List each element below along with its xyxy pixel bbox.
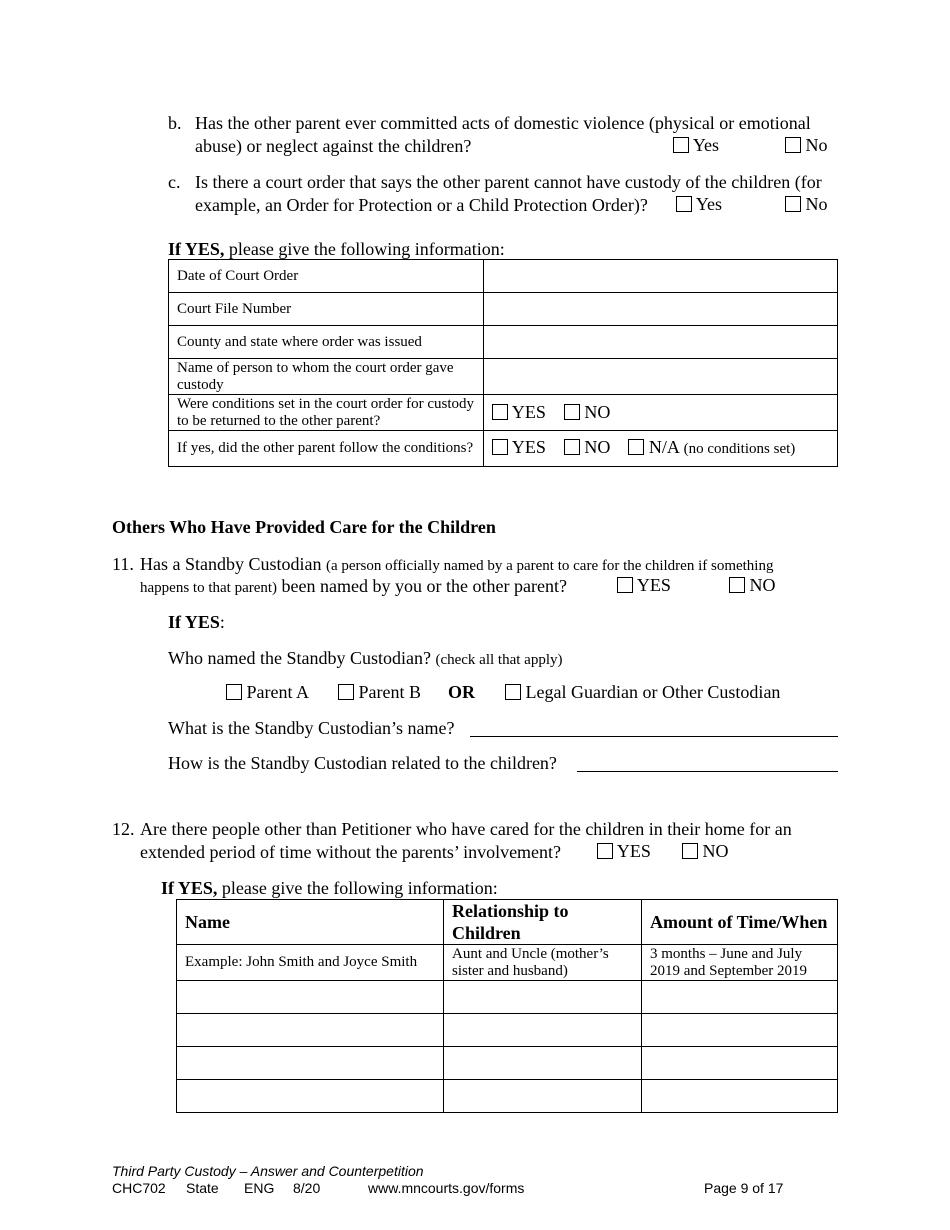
checkbox[interactable] bbox=[673, 137, 689, 153]
checkbox[interactable] bbox=[682, 843, 698, 859]
header-row bbox=[177, 900, 838, 945]
question-c-letter: c. bbox=[168, 172, 181, 192]
if-yes-colon: : bbox=[219, 612, 225, 632]
question-11-yes-option[interactable] bbox=[617, 575, 671, 596]
checkbox[interactable] bbox=[492, 404, 508, 420]
custody-person-field[interactable] bbox=[484, 359, 838, 395]
na-note: (no conditions set) bbox=[679, 441, 796, 457]
table-row bbox=[169, 293, 838, 326]
legal-guardian-option[interactable] bbox=[505, 682, 780, 703]
example-time: 3 months – June and July 2019 and September 2019 bbox=[642, 945, 838, 981]
q11-part3: happens to that parent) bbox=[140, 580, 278, 596]
q12-lead-rest: please give the following information: bbox=[217, 878, 498, 898]
table-row bbox=[169, 395, 838, 431]
court-info-lead-bold: If YES, bbox=[168, 239, 225, 259]
question-11-no-option[interactable] bbox=[729, 575, 776, 596]
custodian-name-line[interactable] bbox=[470, 720, 838, 737]
question-b-line1: Has the other parent ever committed acts of domestic violence (physical or emotional bbox=[195, 113, 811, 133]
question-b-letter: b. bbox=[168, 113, 182, 133]
question-b-line2: abuse) or neglect against the children? bbox=[195, 136, 472, 156]
checkbox[interactable] bbox=[564, 439, 580, 455]
court-order-table bbox=[168, 259, 838, 467]
header-time: Amount of Time/When bbox=[642, 900, 838, 945]
conditions-set-options bbox=[484, 395, 838, 431]
question-c-line2: example, an Order for Protection or a Child Protection Order)? bbox=[195, 195, 648, 215]
question-12-no-option[interactable] bbox=[682, 841, 729, 862]
custodian-relation-label: How is the Standby Custodian related to the children? bbox=[168, 753, 557, 773]
question-c-text bbox=[195, 171, 822, 217]
checkbox[interactable] bbox=[564, 404, 580, 420]
time-cell[interactable] bbox=[642, 981, 838, 1014]
table-row bbox=[169, 326, 838, 359]
custodian-relation-line[interactable] bbox=[577, 755, 838, 772]
question-12-line2: extended period of time without the parents’ involvement? bbox=[140, 842, 562, 862]
custodian-name-label: What is the Standby Custodian’s name? bbox=[168, 718, 455, 738]
checkbox[interactable] bbox=[785, 137, 801, 153]
option-label: No bbox=[805, 135, 828, 155]
header-name: Name bbox=[177, 900, 444, 945]
question-c-yes-option[interactable] bbox=[676, 194, 722, 215]
row-label: Were conditions set in the court order for custody to be returned to the other parent? bbox=[169, 395, 484, 431]
relationship-cell[interactable] bbox=[444, 1080, 642, 1113]
footer-url[interactable]: www.mncourts.gov/forms bbox=[368, 1180, 525, 1196]
followed-no-option[interactable] bbox=[564, 437, 611, 457]
option-label: Parent A bbox=[246, 682, 309, 702]
checkbox[interactable] bbox=[628, 439, 644, 455]
checkbox[interactable] bbox=[226, 684, 242, 700]
parent-a-option[interactable] bbox=[226, 682, 309, 703]
footer-page-number: Page 9 of 17 bbox=[704, 1180, 784, 1196]
name-cell[interactable] bbox=[177, 1014, 444, 1047]
example-name: Example: John Smith and Joyce Smith bbox=[177, 945, 444, 981]
option-label: NO bbox=[584, 402, 611, 422]
conditions-yes-option[interactable] bbox=[492, 402, 546, 422]
option-label: YES bbox=[511, 437, 546, 457]
parent-b-option[interactable] bbox=[338, 682, 421, 703]
court-info-lead bbox=[168, 238, 505, 261]
option-label: YES bbox=[511, 402, 546, 422]
time-cell[interactable] bbox=[642, 1014, 838, 1047]
followed-na-option[interactable] bbox=[628, 437, 795, 457]
conditions-no-option[interactable] bbox=[564, 402, 611, 422]
row-label: Court File Number bbox=[169, 293, 484, 326]
option-label: NO bbox=[749, 575, 776, 595]
table-row bbox=[169, 260, 838, 293]
checkbox[interactable] bbox=[338, 684, 354, 700]
example-row bbox=[177, 945, 838, 981]
row-label: Date of Court Order bbox=[169, 260, 484, 293]
option-label: N/A bbox=[648, 437, 680, 457]
footer-date: 8/20 bbox=[293, 1180, 321, 1196]
table-row bbox=[177, 1047, 838, 1080]
who-named-question bbox=[168, 647, 562, 672]
q12-lead bbox=[161, 877, 498, 900]
checkbox[interactable] bbox=[597, 843, 613, 859]
who-named-note: (check all that apply) bbox=[435, 652, 563, 668]
question-11-line2 bbox=[140, 575, 567, 600]
option-label: YES bbox=[636, 575, 671, 595]
option-label: Legal Guardian or Other Custodian bbox=[525, 682, 781, 702]
row-label: Name of person to whom the court order gave custody bbox=[169, 359, 484, 395]
q11-if-yes bbox=[168, 611, 225, 634]
footer-title: Third Party Custody – Answer and Counterpetition bbox=[112, 1163, 424, 1179]
footer-lang: ENG bbox=[244, 1180, 275, 1196]
checkbox[interactable] bbox=[676, 196, 692, 212]
checkbox[interactable] bbox=[505, 684, 521, 700]
section-heading: Others Who Have Provided Care for the Children bbox=[112, 517, 496, 537]
table-row bbox=[177, 981, 838, 1014]
county-state-field[interactable] bbox=[484, 326, 838, 359]
time-cell[interactable] bbox=[642, 1047, 838, 1080]
date-of-court-order-field[interactable] bbox=[484, 260, 838, 293]
time-cell[interactable] bbox=[642, 1080, 838, 1113]
option-label: NO bbox=[584, 437, 611, 457]
who-named-text: Who named the Standby Custodian? bbox=[168, 648, 436, 668]
relationship-cell[interactable] bbox=[444, 1014, 642, 1047]
name-cell[interactable] bbox=[177, 981, 444, 1014]
question-12-yes-option[interactable] bbox=[597, 841, 651, 862]
option-label: NO bbox=[702, 841, 729, 861]
table-row bbox=[177, 1014, 838, 1047]
checkbox[interactable] bbox=[785, 196, 801, 212]
q12-lead-bold: If YES, bbox=[161, 878, 218, 898]
name-cell[interactable] bbox=[177, 1080, 444, 1113]
q11-part1: Has a Standby Custodian bbox=[140, 554, 326, 574]
table-row bbox=[169, 431, 838, 467]
conditions-followed-options bbox=[484, 431, 838, 467]
row-label: If yes, did the other parent follow the conditions? bbox=[169, 431, 484, 467]
name-cell[interactable] bbox=[177, 1047, 444, 1080]
relationship-cell[interactable] bbox=[444, 981, 642, 1014]
example-relationship: Aunt and Uncle (mother’s sister and husband) bbox=[444, 945, 642, 981]
question-b-no-option[interactable] bbox=[785, 135, 828, 156]
caregivers-table bbox=[176, 899, 838, 1113]
footer-code: CHC702 bbox=[112, 1180, 166, 1196]
table-row bbox=[169, 359, 838, 395]
question-c-line1: Is there a court order that says the other parent cannot have custody of the children (for bbox=[195, 172, 822, 192]
question-11-number: 11. bbox=[112, 554, 134, 574]
or-label: OR bbox=[448, 682, 475, 702]
relationship-cell[interactable] bbox=[444, 1047, 642, 1080]
checkbox[interactable] bbox=[729, 577, 745, 593]
option-label: Parent B bbox=[358, 682, 421, 702]
option-label: Yes bbox=[692, 135, 720, 155]
table-row bbox=[177, 1080, 838, 1113]
option-label: Yes bbox=[695, 194, 723, 214]
court-info-lead-rest: please give the following information: bbox=[224, 239, 505, 259]
row-label: County and state where order was issued bbox=[169, 326, 484, 359]
court-file-number-field[interactable] bbox=[484, 293, 838, 326]
q11-part2: (a person officially named by a parent to care for the children if something bbox=[326, 558, 774, 574]
q11-part4: been named by you or the other parent? bbox=[277, 576, 567, 596]
option-label: No bbox=[805, 194, 828, 214]
followed-yes-option[interactable] bbox=[492, 437, 546, 457]
question-12-number: 12. bbox=[112, 819, 135, 839]
question-b-yes-option[interactable] bbox=[673, 135, 719, 156]
footer-state: State bbox=[186, 1180, 219, 1196]
question-12-line1: Are there people other than Petitioner who have cared for the children in their home for an bbox=[140, 819, 792, 839]
option-label: YES bbox=[616, 841, 651, 861]
header-relationship: Relationship to Children bbox=[444, 900, 642, 945]
checkbox[interactable] bbox=[492, 439, 508, 455]
checkbox[interactable] bbox=[617, 577, 633, 593]
question-c-no-option[interactable] bbox=[785, 194, 828, 215]
if-yes-bold: If YES bbox=[168, 612, 220, 632]
